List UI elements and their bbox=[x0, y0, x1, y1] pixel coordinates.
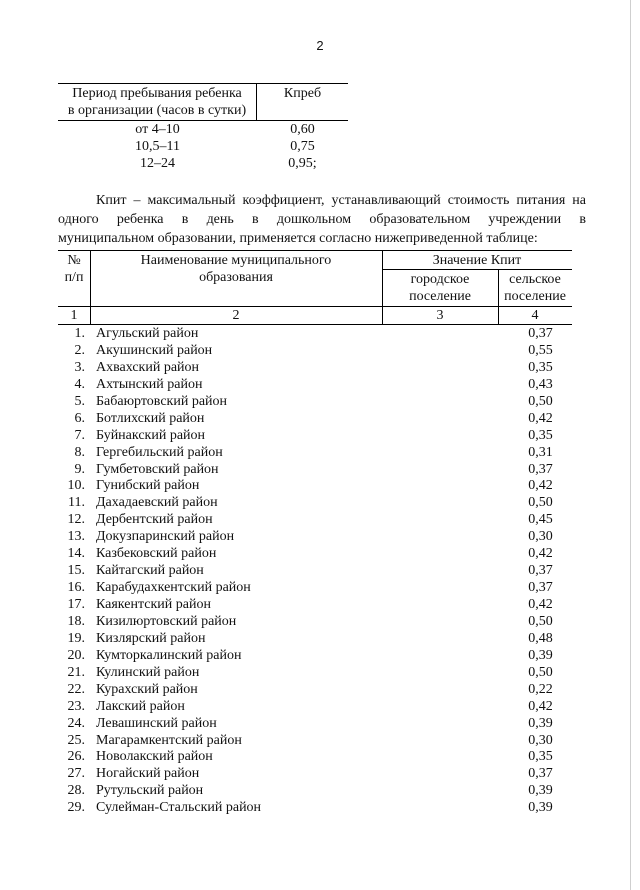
table-row bbox=[58, 748, 572, 765]
district-name: Магарамкентский район bbox=[96, 732, 242, 748]
rural-value: 0,42 bbox=[528, 478, 553, 494]
row-number: 7. bbox=[74, 427, 85, 443]
table-row bbox=[58, 579, 572, 596]
urban-value bbox=[396, 799, 509, 816]
row-number: 26. bbox=[67, 749, 85, 765]
paragraph-line-1: Кпит – максимальный коэффициент, устанавливающий стоимость питания на bbox=[96, 193, 586, 208]
urban-value bbox=[396, 698, 509, 715]
rural-value: 0,50 bbox=[528, 613, 553, 629]
rural-value: 0,50 bbox=[528, 664, 553, 680]
rural-value: 0,35 bbox=[528, 427, 553, 443]
district-name: Дербентский район bbox=[96, 512, 213, 528]
row-number: 5. bbox=[74, 393, 85, 409]
rural-value: 0,35 bbox=[528, 749, 553, 765]
district-name: Кизлярский район bbox=[96, 630, 206, 646]
district-name: Бабаюртовский район bbox=[96, 393, 228, 409]
column-number: 2 bbox=[232, 308, 240, 323]
urban-value bbox=[396, 359, 509, 376]
period-header-line1: Период пребывания ребенка bbox=[72, 86, 242, 101]
rural-value: 0,50 bbox=[528, 495, 553, 511]
district-name: Новолакский район bbox=[96, 749, 213, 765]
rural-value: 0,39 bbox=[528, 800, 553, 816]
urban-value bbox=[396, 494, 509, 511]
district-name: Буйнакский район bbox=[96, 427, 206, 443]
row-number: 22. bbox=[67, 681, 85, 697]
row-number: 21. bbox=[67, 664, 85, 680]
table-row bbox=[58, 342, 572, 359]
table-row bbox=[58, 376, 572, 393]
district-name: Кулинский район bbox=[96, 664, 200, 680]
row-number: 10. bbox=[67, 478, 85, 494]
district-name: Гергебильский район bbox=[96, 444, 223, 460]
district-name: Ахтынский район bbox=[96, 376, 203, 392]
urban-value bbox=[396, 748, 509, 765]
table-row bbox=[58, 444, 572, 461]
column-number: 1 bbox=[70, 308, 78, 323]
district-name: Гунибский район bbox=[96, 478, 200, 494]
row-number: 16. bbox=[67, 580, 85, 596]
table-row bbox=[58, 664, 572, 681]
rural-value: 0,42 bbox=[528, 546, 553, 562]
row-number: 28. bbox=[67, 783, 85, 799]
urban-value bbox=[396, 477, 509, 494]
rural-value: 0,50 bbox=[528, 393, 553, 409]
district-name: Рутульский район bbox=[96, 783, 204, 799]
district-name: Кайтагский район bbox=[96, 563, 204, 579]
district-name: Агульский район bbox=[96, 326, 199, 341]
rural-header-line1: сельское bbox=[509, 272, 561, 287]
row-number: 13. bbox=[67, 529, 85, 545]
row-number: 8. bbox=[74, 444, 85, 460]
table-row bbox=[58, 461, 572, 478]
rural-value: 0,37 bbox=[528, 766, 553, 782]
district-name: Левашинский район bbox=[96, 715, 217, 731]
table-row bbox=[58, 359, 572, 376]
rural-value: 0,42 bbox=[528, 698, 553, 714]
row-number: 11. bbox=[68, 495, 85, 511]
row-number: 20. bbox=[67, 647, 85, 663]
rural-value: 0,55 bbox=[528, 342, 553, 358]
table-row bbox=[58, 613, 572, 630]
page-number: 2 bbox=[316, 38, 324, 53]
column-number-row bbox=[58, 307, 572, 325]
row-number: 17. bbox=[67, 597, 85, 612]
row-number: 25. bbox=[67, 732, 85, 748]
urban-value bbox=[396, 461, 509, 478]
district-name: Лакский район bbox=[96, 698, 185, 714]
period-value: от 4–10 bbox=[135, 122, 180, 137]
paragraph-line-2: одного ребенка в день в дошкольном образовательном учреждении в bbox=[58, 212, 586, 227]
rural-header bbox=[498, 271, 572, 305]
urban-value bbox=[396, 562, 509, 579]
table-row bbox=[58, 494, 572, 511]
row-number: 3. bbox=[74, 359, 85, 375]
rural-value: 0,37 bbox=[528, 326, 553, 341]
urban-value bbox=[396, 444, 509, 461]
urban-value bbox=[396, 342, 509, 359]
table-row bbox=[58, 715, 572, 732]
row-number: 14. bbox=[67, 546, 85, 562]
rural-value: 0,39 bbox=[528, 647, 553, 663]
table-row bbox=[58, 410, 572, 427]
table-row bbox=[58, 325, 572, 342]
table-row bbox=[58, 545, 572, 562]
rural-value: 0,42 bbox=[528, 410, 553, 426]
urban-value bbox=[396, 782, 509, 799]
table-row bbox=[58, 681, 572, 698]
period-header-cell bbox=[58, 84, 257, 120]
rural-value: 0,37 bbox=[528, 461, 553, 477]
district-name: Курахский район bbox=[96, 681, 198, 697]
urban-value bbox=[396, 765, 509, 782]
urban-value bbox=[396, 630, 509, 647]
urban-header bbox=[382, 271, 498, 305]
table-row bbox=[58, 528, 572, 545]
district-name: Акушинский район bbox=[96, 342, 213, 358]
name-header-line1: Наименование муниципального bbox=[140, 253, 332, 268]
district-name: Казбековский район bbox=[96, 546, 217, 562]
table-row bbox=[58, 782, 572, 799]
table-row bbox=[58, 393, 572, 410]
district-name: Сулейман-Стальский район bbox=[96, 800, 262, 816]
urban-value bbox=[396, 681, 509, 698]
row-number: 19. bbox=[67, 630, 85, 646]
urban-value bbox=[396, 715, 509, 732]
urban-header-line2: поселение bbox=[409, 289, 471, 304]
table-row bbox=[58, 765, 572, 782]
district-name: Ботлихский район bbox=[96, 410, 205, 426]
table-row bbox=[58, 427, 572, 444]
rural-header-line2: поселение bbox=[504, 289, 566, 304]
kpreb-value: 0,95; bbox=[288, 156, 317, 171]
kpreb-value: 0,60 bbox=[290, 122, 315, 137]
kpreb-value: 0,75 bbox=[290, 139, 315, 154]
rural-value: 0,43 bbox=[528, 376, 553, 392]
urban-value bbox=[396, 664, 509, 681]
urban-value bbox=[396, 613, 509, 630]
district-name: Кумторкалинский район bbox=[96, 647, 242, 663]
rural-value: 0,48 bbox=[528, 630, 553, 646]
urban-value bbox=[396, 376, 509, 393]
period-table-row bbox=[58, 138, 348, 155]
row-number: 24. bbox=[67, 715, 85, 731]
row-number: 4. bbox=[74, 376, 85, 392]
urban-value bbox=[396, 325, 509, 342]
table-row bbox=[58, 477, 572, 494]
district-name: Ногайский район bbox=[96, 766, 200, 782]
table-row bbox=[58, 799, 572, 816]
scan-edge-line bbox=[630, 0, 631, 890]
num-header-line1: № bbox=[67, 253, 81, 268]
table-row bbox=[58, 562, 572, 579]
table-row bbox=[58, 596, 572, 613]
district-name: Кизилюртовский район bbox=[96, 613, 237, 629]
period-header-line2: в организации (часов в сутки) bbox=[67, 103, 247, 118]
urban-value bbox=[396, 427, 509, 444]
num-header-line2: п/п bbox=[64, 270, 84, 285]
rural-value: 0,45 bbox=[528, 512, 553, 528]
urban-value bbox=[396, 410, 509, 427]
row-number: 29. bbox=[67, 800, 85, 816]
period-table-row bbox=[58, 155, 348, 172]
district-name: Ахвахский район bbox=[96, 359, 200, 375]
district-name: Каякентский район bbox=[96, 597, 211, 612]
num-header bbox=[58, 252, 90, 286]
row-number: 2. bbox=[74, 342, 85, 358]
row-number: 15. bbox=[67, 563, 85, 579]
rural-value: 0,35 bbox=[528, 359, 553, 375]
column-number: 4 bbox=[531, 308, 539, 323]
district-name: Докузпаринский район bbox=[96, 529, 235, 545]
row-number: 1. bbox=[74, 326, 85, 341]
period-table-body bbox=[58, 121, 348, 172]
rural-value: 0,42 bbox=[528, 597, 553, 612]
kpit-table-header bbox=[58, 250, 572, 307]
row-number: 18. bbox=[67, 613, 85, 629]
row-number: 27. bbox=[67, 766, 85, 782]
row-number: 9. bbox=[74, 461, 85, 477]
period-value: 12–24 bbox=[140, 156, 175, 171]
name-header bbox=[90, 252, 382, 286]
urban-header-line1: городское bbox=[410, 272, 470, 287]
urban-value bbox=[396, 596, 509, 613]
district-name: Гумбетовский район bbox=[96, 461, 219, 477]
urban-value bbox=[396, 393, 509, 410]
period-value: 10,5–11 bbox=[135, 139, 180, 154]
row-number: 23. bbox=[67, 698, 85, 714]
district-name: Дахадаевский район bbox=[96, 495, 218, 511]
table-row bbox=[58, 630, 572, 647]
rural-value: 0,37 bbox=[528, 563, 553, 579]
rural-value: 0,31 bbox=[528, 444, 553, 460]
value-header: Значение Кпит bbox=[432, 253, 522, 268]
kpit-description bbox=[58, 191, 586, 248]
table-row bbox=[58, 732, 572, 749]
kpreb-header-cell: Кпреб bbox=[283, 86, 322, 101]
kpit-table-body bbox=[58, 325, 572, 816]
name-header-line2: образования bbox=[199, 270, 273, 285]
rural-value: 0,37 bbox=[528, 580, 553, 596]
rural-value: 0,30 bbox=[528, 732, 553, 748]
urban-value bbox=[396, 647, 509, 664]
rural-value: 0,39 bbox=[528, 715, 553, 731]
urban-value bbox=[396, 732, 509, 749]
paragraph-line-3: муниципальном образовании, применяется согласно нижеприведенной таблице: bbox=[58, 231, 538, 246]
table-row bbox=[58, 647, 572, 664]
rural-value: 0,30 bbox=[528, 529, 553, 545]
row-number: 6. bbox=[74, 410, 85, 426]
rural-value: 0,22 bbox=[528, 681, 553, 697]
rural-value: 0,39 bbox=[528, 783, 553, 799]
urban-value bbox=[396, 528, 509, 545]
urban-value bbox=[396, 579, 509, 596]
column-number: 3 bbox=[436, 308, 444, 323]
period-table-header bbox=[58, 83, 348, 121]
district-name: Карабудахкентский район bbox=[96, 580, 251, 596]
kpit-table bbox=[58, 250, 572, 816]
period-table bbox=[58, 83, 348, 172]
table-row bbox=[58, 698, 572, 715]
row-number: 12. bbox=[67, 512, 85, 528]
period-table-row bbox=[58, 121, 348, 138]
table-row bbox=[58, 511, 572, 528]
urban-value bbox=[396, 511, 509, 528]
urban-value bbox=[396, 545, 509, 562]
value-subheader-line bbox=[382, 269, 572, 270]
